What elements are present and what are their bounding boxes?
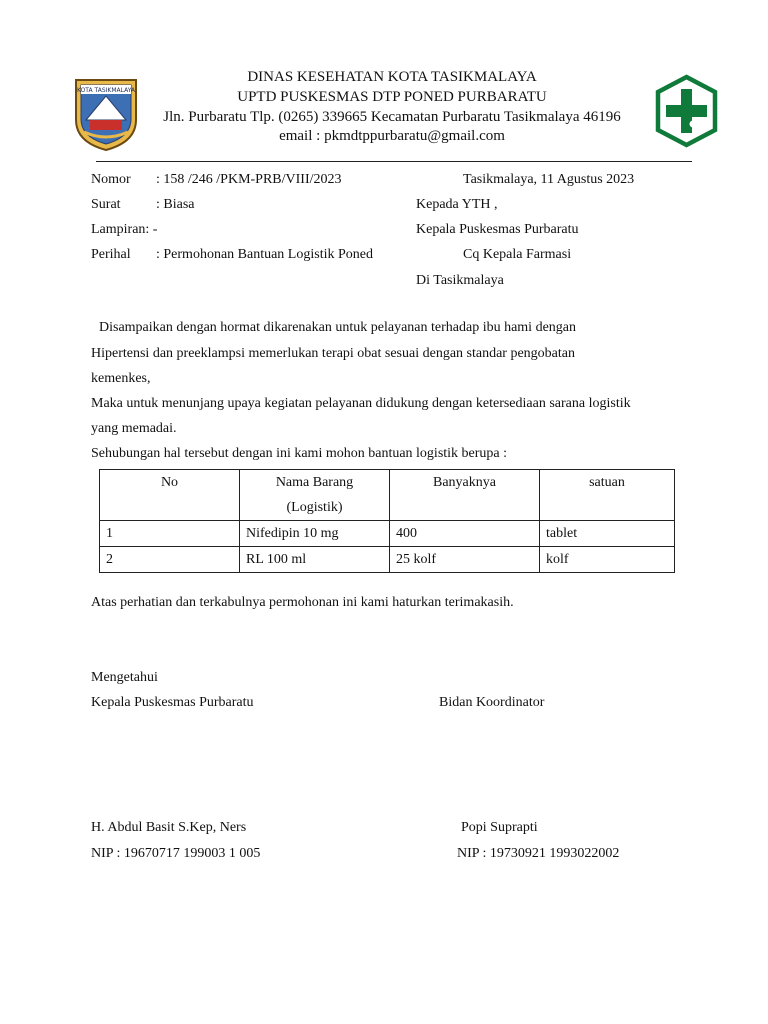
col-header-qty: Banyaknya <box>390 470 540 521</box>
col-header-no: No <box>100 470 240 521</box>
org-title-1: DINAS KESEHATAN KOTA TASIKMALAYA <box>247 69 537 85</box>
body-p1-line1: Disampaikan dengan hormat dikarenakan untuk pelayanan terhadap ibu hami dengan <box>99 320 576 335</box>
recipient-line-3: Di Tasikmalaya <box>416 273 504 288</box>
perihal-label: Perihal <box>91 247 131 262</box>
lampiran: Lampiran: - <box>91 222 158 237</box>
body-p1-line3: kemenkes, <box>91 371 151 386</box>
col-header-nama <box>240 470 390 521</box>
org-title-2: UPTD PUSKESMAS DTP PONED PURBARATU <box>237 89 547 105</box>
tasikmalaya-emblem <box>72 76 140 152</box>
place-date: Tasikmalaya, 11 Agustus 2023 <box>463 172 635 187</box>
cell-no: 2 <box>100 547 240 573</box>
body-p2-line1: Maka untuk menunjang upaya kegiatan pelayanan didukung dengan ketersediaan sarana logistik <box>91 396 631 411</box>
org-email: email : pkmdtppurbaratu@gmail.com <box>279 128 505 144</box>
header-divider <box>96 161 692 162</box>
surat-label: Surat <box>91 197 121 212</box>
body-p2-line2: yang memadai. <box>91 421 177 436</box>
closing-text: Atas perhatian dan terkabulnya permohonan ini kami haturkan terimakasih. <box>91 595 514 610</box>
right-signer-name: Popi Suprapti <box>461 820 538 835</box>
body-p1-line2: Hipertensi dan preeklampsi memerlukan terapi obat sesuai dengan standar pengobatan <box>91 346 575 361</box>
left-signer-name: H. Abdul Basit S.Kep, Ners <box>91 820 247 835</box>
table-row <box>100 521 675 547</box>
cell-qty: 25 kolf <box>390 547 540 573</box>
cell-unit: tablet <box>540 521 675 547</box>
recipient-line-2: Cq Kepala Farmasi <box>463 247 572 262</box>
logistics-table <box>99 469 675 573</box>
col-header-nama-line1: Nama Barang <box>275 475 354 490</box>
cell-unit: kolf <box>540 547 675 573</box>
nomor-value: : 158 /246 /PKM-PRB/VIII/2023 <box>156 172 342 187</box>
cell-qty: 400 <box>390 521 540 547</box>
col-header-nama-line2: (Logistik) <box>286 500 343 515</box>
mengetahui: Mengetahui <box>91 670 158 685</box>
surat-value: : Biasa <box>156 197 195 212</box>
perihal-value: : Permohonan Bantuan Logistik Poned <box>156 247 373 262</box>
emblem-text: KOTA TASIKMALAYA <box>76 87 136 94</box>
kemenkes-cross-icon <box>653 72 720 150</box>
recipient-kepada: Kepada YTH , <box>416 197 498 212</box>
left-signer-nip: NIP : 19670717 199003 1 005 <box>91 846 261 861</box>
recipient-line-1: Kepala Puskesmas Purbaratu <box>416 222 579 237</box>
org-address: Jln. Purbaratu Tlp. (0265) 339665 Kecamatan Purbaratu Tasikmalaya 46196 <box>163 109 621 125</box>
table-header-row <box>100 470 675 521</box>
cell-nama: RL 100 ml <box>240 547 390 573</box>
table-row <box>100 547 675 573</box>
col-header-unit: satuan <box>540 470 675 521</box>
right-signer-nip: NIP : 19730921 1993022002 <box>457 846 620 861</box>
nomor-label: Nomor <box>91 172 131 187</box>
body-p3: Sehubungan hal tersebut dengan ini kami mohon bantuan logistik berupa : <box>91 446 508 461</box>
cell-no: 1 <box>100 521 240 547</box>
left-signer-title: Kepala Puskesmas Purbaratu <box>91 695 254 710</box>
right-signer-title: Bidan Koordinator <box>439 695 545 710</box>
cell-nama: Nifedipin 10 mg <box>240 521 390 547</box>
